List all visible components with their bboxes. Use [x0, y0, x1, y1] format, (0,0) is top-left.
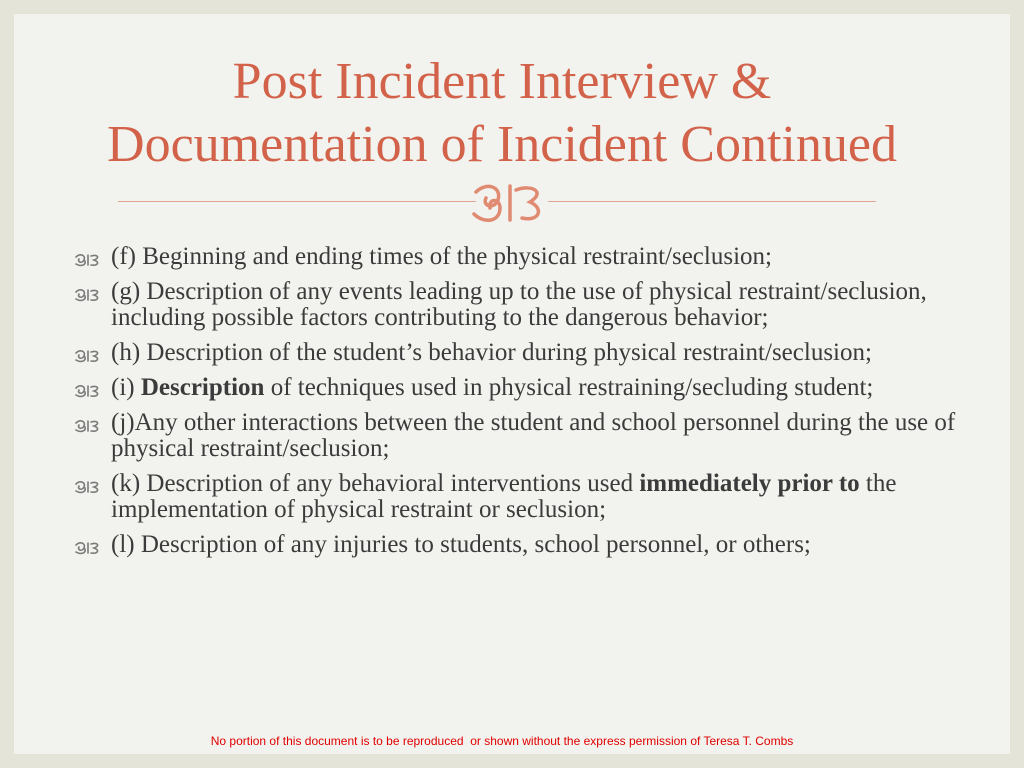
bullet-text: (g) Description of any events leading up to the use of physical restraint/seclusion, including possible factors contributing to the dangerous behavior; [111, 278, 927, 331]
bullet-emphasis: Description [140, 374, 265, 401]
flourish-bullet-icon [74, 419, 100, 433]
bullet-text: (f) Beginning and ending times of the physical restraint/seclusion; [111, 243, 772, 270]
bullet-item [74, 375, 974, 401]
bullet-emphasis: immediately prior to [639, 470, 860, 497]
title-divider-left [118, 201, 476, 202]
ornate-flourish-icon [470, 178, 554, 228]
bullet-item [74, 244, 974, 270]
title-divider-right [548, 201, 876, 202]
bullet-list [74, 244, 974, 567]
slide-title-line-1: Post Incident Interview & [232, 53, 772, 110]
bullet-text: (i) [111, 374, 141, 401]
bullet-text: of techniques used in physical restraining/secluding student; [264, 374, 874, 401]
bullet-item [74, 279, 974, 331]
copyright-footer: No portion of this document is to be reproduced or shown without the express permission of Teresa T. Combs [210, 734, 794, 748]
flourish-bullet-icon [74, 384, 100, 398]
bullet-text: (h) Description of the student’s behavior during physical restraint/seclusion; [111, 339, 872, 366]
bullet-text: (k) Description of any behavioral interventions used [111, 470, 640, 497]
bullet-item [74, 532, 974, 558]
bullet-text: the implementation of physical restraint or seclusion; [111, 470, 897, 523]
bullet-item [74, 410, 974, 462]
bullet-item [74, 340, 974, 366]
flourish-bullet-icon [74, 349, 100, 363]
bullet-item [74, 471, 974, 523]
slide-title-line-2: Documentation of Incident Continued [107, 116, 897, 173]
slide-title [0, 50, 1018, 176]
flourish-bullet-icon [74, 288, 100, 302]
bullet-text: (j)Any other interactions between the student and school personnel during the use of physical restraint/seclusion; [111, 409, 956, 462]
flourish-bullet-icon [74, 253, 100, 267]
bullet-text: (l) Description of any injuries to students, school personnel, or others; [111, 531, 811, 558]
flourish-bullet-icon [74, 480, 100, 494]
flourish-bullet-icon [74, 541, 100, 555]
